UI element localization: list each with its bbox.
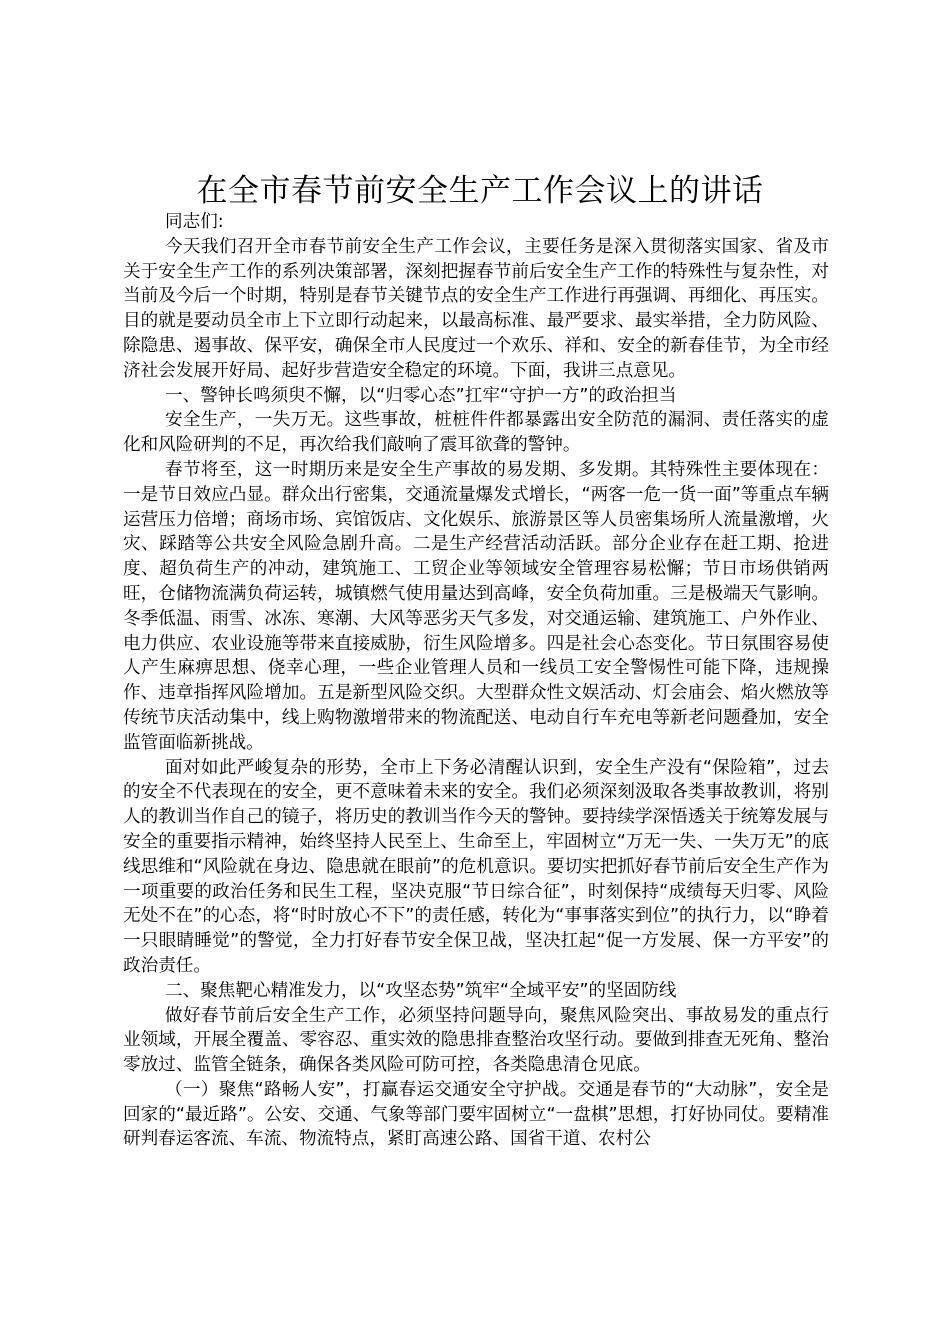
section-heading-2: 二、聚焦靶心精准发力，以“攻坚态势”筑牢“全域平安”的坚固防线 [165, 980, 677, 1001]
paragraph: 面对如此严峻复杂的形势，全市上下务必清醒认识到，安全生产没有“保险箱”，过去的安全不代表现在的安全，更不意味着未来的安全。我们必须深刻汲取各类事故教训，将别人的教训当作自己的镜子，将历史的教训当作今天的警钟。要持续学深悟透关于统筹发展与安全的重要指示精神，始终坚持人民至上、生命至上，牢固树立“万无一失、一失万无”的底线思维和“风险就在身边、隐患就在眼前”的危机意识。要切实把抓好春节前后安全生产作为一项重要的政治任务和民生工程，坚决克服“节日综合征”，时刻保持“成绩每天归零、风险无处不在”的心态，将“时时放心不下”的责任感，转化为“事事落实到位”的执行力，以“睁着一只眼睛睡觉”的警觉，全力打好春节安全保卫战，坚决扛起“促一方发展、保一方平安”的政治责任。 [123, 757, 829, 976]
paragraph: 安全生产，一失万无。这些事故，桩桩件件都暴露出安全防范的漏洞、责任落实的虚化和风险研判的不足，再次给我们敲响了震耳欲聋的警钟。 [123, 410, 829, 456]
paragraph-intro: 今天我们召开全市春节前安全生产工作会议，主要任务是深入贯彻落实国家、省及市关于安全生产工作的系列决策部署，深刻把握春节前后安全生产工作的特殊性与复杂性，对当前及今后一个时期，特别是春节关键节点的安全生产工作进行再强调、再细化、再压实。目的就是要动员全市上下立即行动起来，以最高标准、最严要求、最实举措，全力防风险、除隐患、遏事故、保平安，确保全市人民度过一个欢乐、祥和、安全的新春佳节，为全市经济社会发展开好局、起好步营造安全稳定的环境。下面，我讲三点意见。 [123, 236, 829, 381]
paragraph: 做好春节前后安全生产工作，必须坚持问题导向，聚焦风险突出、事故易发的重点行业领域，开展全覆盖、零容忍、重实效的隐患排查整治攻坚行动。要做到排查无死角、整治零放过、监管全链条，确保各类风险可防可控，各类隐患清仓见底。 [123, 1005, 829, 1076]
paragraph: 春节将至，这一时期历来是安全生产事故的易发期、多发期。其特殊性主要体现在：一是节日效应凸显。群众出行密集，交通流量爆发式增长，“两客一危一货一面”等重点车辆运营压力倍增；商场市场、宾馆饭店、文化娱乐、旅游景区等人员密集场所人流量激增，火灾、踩踏等公共安全风险急剧升高。二是生产经营活动活跃。部分企业存在赶工期、抢进度、超负荷生产的冲动，建筑施工、工贸企业等领域安全管理容易松懈；节日市场供销两旺，仓储物流满负荷运转，城镇燃气使用量达到高峰，安全负荷加重。三是极端天气影响。冬季低温、雨雪、冰冻、寒潮、大风等恶劣天气多发，对交通运输、建筑施工、户外作业、电力供应、农业设施等带来直接威胁，衍生风险增多。四是社会心态变化。节日氛围容易使人产生麻痹思想、侥幸心理，一些企业管理人员和一线员工安全警惕性可能下降，违规操作、违章指挥风险增加。五是新型风险交织。大型群众性文娱活动、灯会庙会、焰火燃放等传统节庆活动集中，线上购物激增带来的物流配送、电动自行车充电等新老问题叠加，安全监管面临新挑战。 [123, 459, 829, 753]
section-heading-1: 一、警钟长鸣须臾不懈，以“归零心态”扛牢“守护一方”的政治担当 [165, 385, 677, 406]
document-title: 在全市春节前安全生产工作会议上的讲话 [196, 173, 764, 209]
subsection-paragraph: （一）聚焦“路畅人安”，打赢春运交通安全守护战。交通是春节的“大动脉”，安全是回家的“最近路”。公安、交通、气象等部门要牢固树立“一盘棋”思想，打好协同仗。要精准研判春运客流、车流、物流特点，紧盯高速公路、国省干道、农村公 [123, 1079, 829, 1150]
document-page [123, 172, 829, 1152]
greeting: 同志们: [165, 212, 224, 232]
